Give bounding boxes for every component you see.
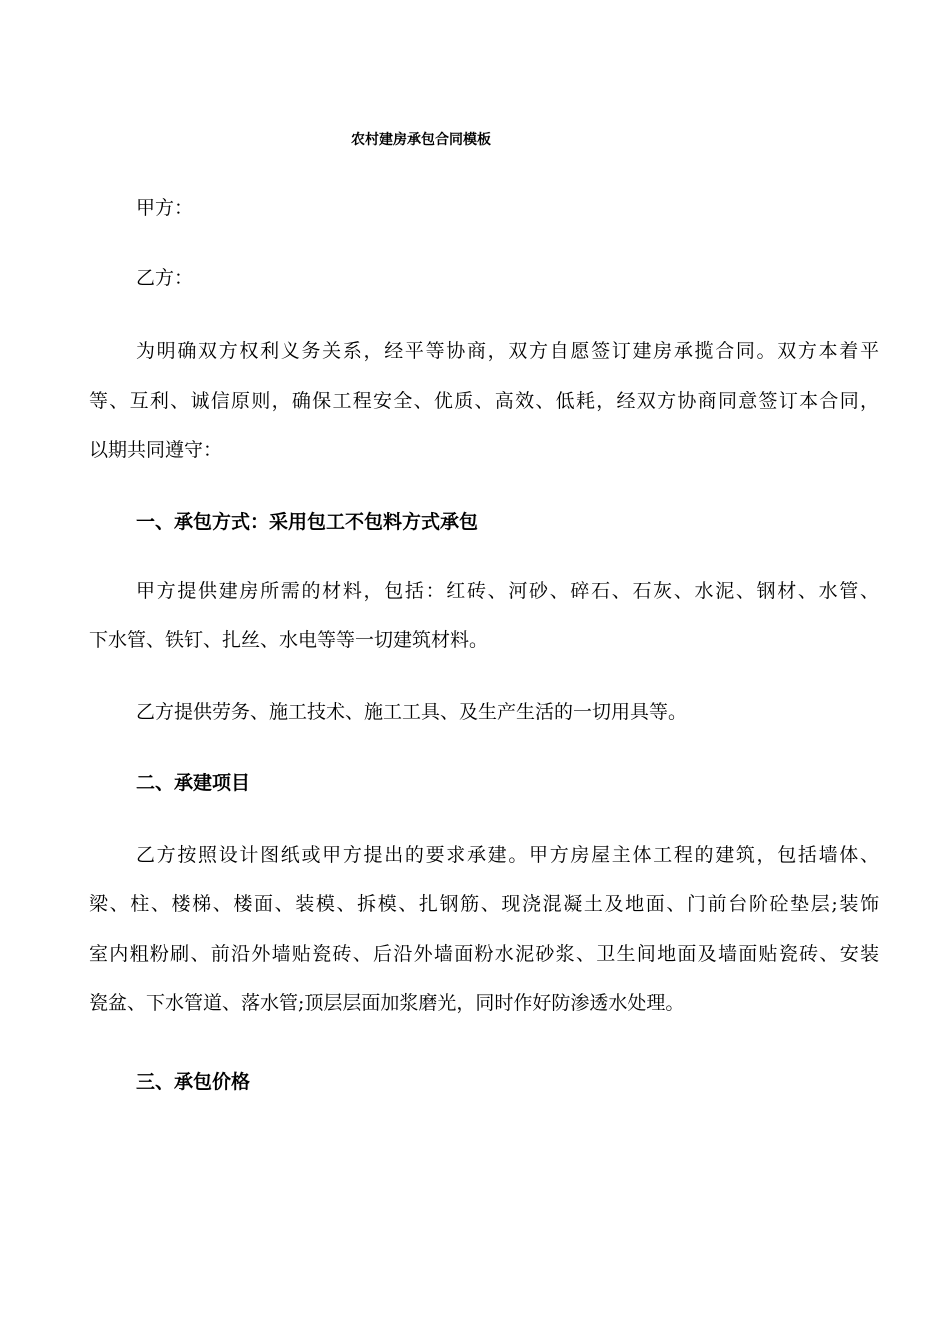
document-title: 农村建房承包合同模板 bbox=[351, 132, 491, 148]
section-heading-1: 一、承包方式：采用包工不包料方式承包 bbox=[136, 511, 479, 533]
section-heading-2: 二、承建项目 bbox=[136, 772, 251, 794]
intro-line: 等、互利、诚信原则，确保工程安全、优质、高效、低耗，经双方协商同意签订本合同， bbox=[89, 390, 879, 412]
section2-paragraph-line: 瓷盆、下水管道、落水管;顶层层面加浆磨光，同时作好防渗透水处理。 bbox=[89, 992, 685, 1014]
section1-paragraph-line: 下水管、铁钉、扎丝、水电等等一切建筑材料。 bbox=[89, 629, 489, 651]
party-b-label: 乙方： bbox=[136, 267, 194, 289]
section1-paragraph-line: 甲方提供建房所需的材料，包括：红砖、河砂、碎石、石灰、水泥、钢材、水管、 bbox=[136, 580, 879, 602]
section-heading-3: 三、承包价格 bbox=[136, 1071, 251, 1093]
section1-paragraph-2: 乙方提供劳务、施工技术、施工工具、及生产生活的一切用具等。 bbox=[136, 701, 688, 723]
section2-paragraph-line: 梁、柱、楼梯、楼面、装模、拆模、扎钢筋、现浇混凝土及地面、门前台阶砼垫层;装饰 bbox=[89, 893, 879, 915]
section2-paragraph-line: 室内粗粉刷、前沿外墙贴瓷砖、后沿外墙面粉水泥砂浆、卫生间地面及墙面贴瓷砖、安装 bbox=[89, 943, 879, 965]
intro-line: 为明确双方权利义务关系，经平等协商，双方自愿签订建房承揽合同。双方本着平 bbox=[136, 340, 879, 362]
section2-paragraph-line: 乙方按照设计图纸或甲方提出的要求承建。甲方房屋主体工程的建筑，包括墙体、 bbox=[136, 844, 879, 866]
intro-line: 以期共同遵守： bbox=[89, 439, 223, 461]
party-a-label: 甲方： bbox=[136, 197, 194, 219]
